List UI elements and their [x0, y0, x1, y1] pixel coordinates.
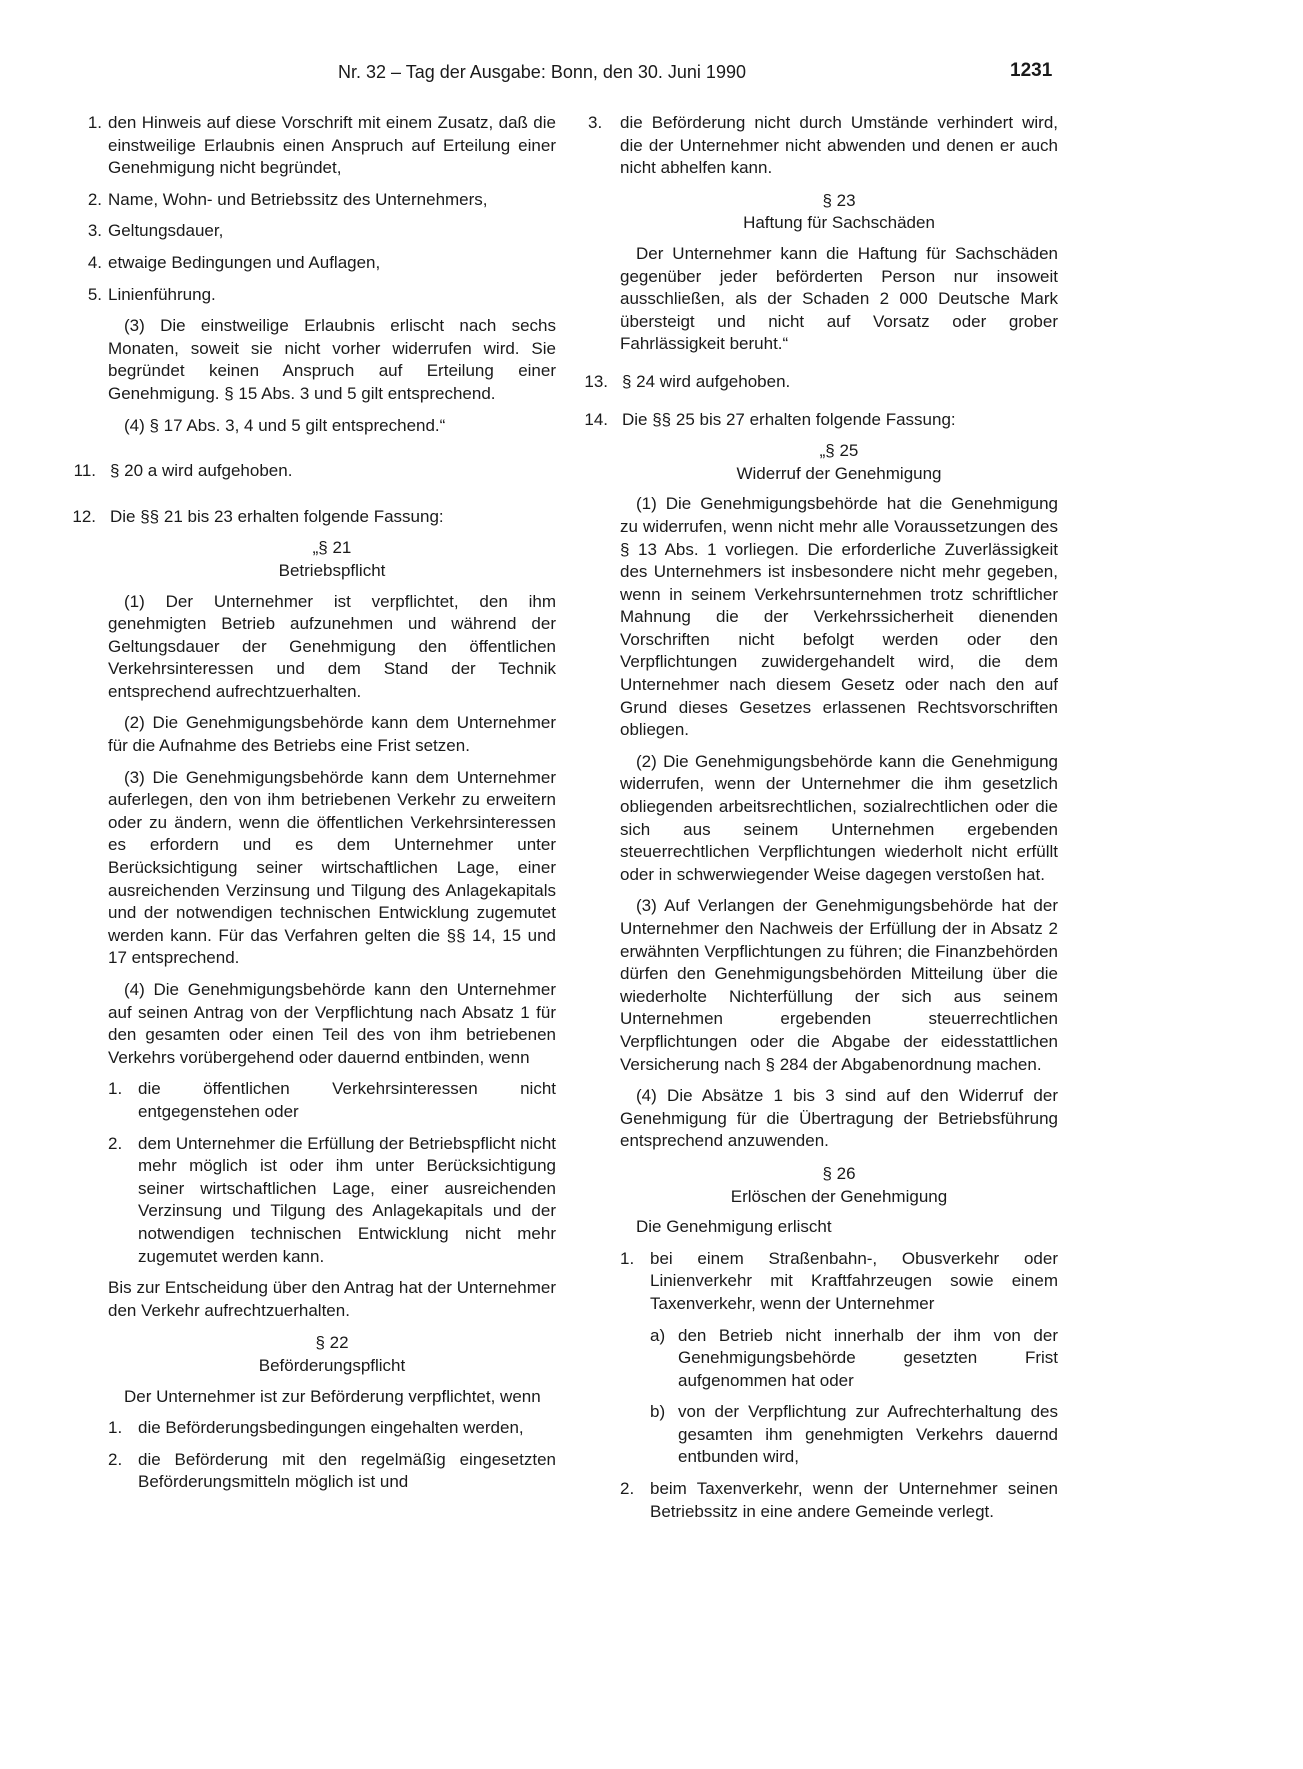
paragraph: Der Unternehmer kann die Haftung für Sachschäden gegenüber jeder beförderten Person nur insoweit ausschließen, als der Schaden 2 000 Deutsche Mark übersteigt und nicht auf Vorsatz oder grober Fahrlässigkeit beruht.“ [620, 243, 1058, 354]
item-text: die Beförderung mit den regelmäßig eingesetzten Beförderungsmitteln möglich ist und [138, 1449, 556, 1492]
section-title: Betriebspflicht [278, 560, 386, 580]
amendment-item [580, 409, 1058, 432]
nested-list [580, 112, 1058, 180]
paragraph: (1) Der Unternehmer ist verpflichtet, den ihm genehmigten Betrieb aufzunehmen und während der Geltungsdauer der Genehmigung den öffentlichen Verkehrsinteressen und dem Stand der Technik entsprechend aufrechtzuerhalten. [108, 591, 556, 701]
item-text: die Beförderung nicht durch Umstände verhindert wird, die der Unternehmer nicht abwenden und denen er auch nicht abhelfen kann. [620, 113, 1058, 178]
item-text: die öffentlichen Verkehrsinteressen nicht entgegenstehen oder [138, 1079, 556, 1121]
list-item [68, 112, 556, 180]
item-text: den Hinweis auf diese Vorschrift mit einem Zusatz, daß die einstweilige Erlaubnis einen Anspruch auf Erteilung einer Genehmigung nicht begründet, [108, 113, 556, 178]
item-number: 13. [584, 371, 608, 391]
page-number: 1231 [1010, 60, 1053, 81]
paragraph: (3) Auf Verlangen der Genehmigungsbehörde hat der Unternehmer den Nachweis der Erfüllung der in Absatz 2 erwähnten Verpflichtungen zu führen; die Finanzbehörden dürfen den Genehmigungsbehörden Mitteilung über die wiederholte Nichterfüllung der sich aus seinem Unternehmen ergebenden steuerrechtlichen Verpflichtungen oder die Abgabe der eidesstattlichen Versicherung nach § 284 der Abgabenordnung machen. [620, 896, 1058, 1074]
section-title: Widerruf der Genehmigung [736, 463, 942, 483]
item-number: 3. [588, 113, 603, 132]
item-number: a) [650, 1325, 666, 1345]
paragraph: (3) Die Genehmigungsbehörde kann dem Unternehmer auferlegen, den von ihm betriebenen Verkehr zu erweitern oder zu ändern, wenn die öffentlichen Verkehrsinteressen es erfordern und es dem Unternehmer unter Berücksichtigung seiner wirtschaftlichen Lage, einer ausreichenden Verzinsung und Tilgung des Anlagekapitals und der notwendigen technischen Entwicklung zugemutet werden kann. Für das Verfahren gelten die §§ 14, 15 und 17 entsprechend. [108, 767, 556, 968]
paragraph: (3) Die einstweilige Erlaubnis erlischt nach sechs Monaten, soweit sie nicht vorher widerrufen wird. Sie begründet keinen Anspruch auf Erteilung einer Genehmigung. § 15 Abs. 3 und 5 gilt entsprechend. [108, 316, 556, 403]
list-item [68, 220, 556, 243]
sub-item [650, 1325, 1058, 1393]
item-number: 14. [584, 409, 608, 429]
list-item [108, 1133, 556, 1269]
paragraph: (2) Die Genehmigungsbehörde kann die Genehmigung widerrufen, wenn der Unternehmer die ihm gesetzlich obliegenden arbeitsrechtlichen, sozialrechtlichen oder die sich aus seinem Unternehmen ergebenden steuerrechtlichen Verpflichtungen wiederholt nicht erfüllt oder in schwerwiegender Weise dagegen verstoßen hat. [620, 751, 1058, 884]
item-number: 4. [87, 252, 102, 272]
section-number: § 23 [822, 190, 856, 210]
item-number: 3. [87, 221, 102, 241]
paragraph: (4) § 17 Abs. 3, 4 und 5 gilt entsprechend.“ [124, 415, 446, 435]
left-column [68, 112, 556, 1503]
section-number: „§ 25 [819, 441, 859, 461]
nested-list [108, 1417, 556, 1494]
list-item [68, 189, 556, 212]
running-title: Nr. 32 – Tag der Ausgabe: Bonn, den 30. Juni 1990 [338, 62, 746, 82]
item-number: 1. [620, 1248, 635, 1268]
item-text: Die §§ 21 bis 23 erhalten folgende Fassung: [110, 506, 444, 526]
item-text: die Beförderungsbedingungen eingehalten werden, [138, 1418, 524, 1438]
item-number: b) [650, 1402, 666, 1422]
item-number: 2. [620, 1479, 635, 1499]
item-text: Geltungsdauer, [108, 221, 224, 241]
list-item [108, 1078, 556, 1123]
item-number: 12. [72, 506, 96, 526]
item-text: von der Verpflichtung zur Aufrechterhaltung des gesamten ihm genehmigten Verkehrs dauernd entbunden wird, [678, 1402, 1058, 1467]
item-text: Name, Wohn- und Betriebssitz des Unternehmers, [108, 189, 488, 209]
amendment-item [68, 506, 556, 529]
list-item [580, 112, 1058, 180]
section-title: Erlöschen der Genehmigung [730, 1186, 948, 1206]
item-text: § 20 a wird aufgehoben. [110, 461, 293, 481]
item-text: Die §§ 25 bis 27 erhalten folgende Fassung: [622, 409, 956, 429]
amendment-item [580, 371, 1058, 394]
list-item [108, 1417, 556, 1440]
item-number: 1. [87, 113, 102, 132]
item-number: 2. [87, 189, 102, 209]
item-number: 5. [87, 284, 102, 304]
amendment-item [68, 460, 556, 483]
paragraph: (1) Die Genehmigungsbehörde hat die Genehmigung zu widerrufen, wenn nicht mehr alle Voraussetzungen des § 13 Abs. 1 vorliegen. Die erforderliche Zuverlässigkeit des Unternehmers ist insbesondere nicht mehr gegeben, wenn in seinem Verkehrsunternehmen trotz schriftlicher Mahnung die der Verkehrssicherheit dienenden Vorschriften nicht befolgt werden oder den Verpflichtungen zuwidergehandelt wird, die dem Unternehmer nach diesem Gesetz oder nach den auf Grund dieses Gesetzes erlassenen Rechtsvorschriften obliegen. [620, 494, 1058, 740]
item-number: 11. [73, 461, 96, 481]
item-number: 2. [108, 1133, 123, 1153]
list-item [620, 1248, 1058, 1316]
paragraph: (2) Die Genehmigungsbehörde kann dem Unternehmer für die Aufnahme des Betriebs eine Frist setzen. [108, 713, 556, 756]
section-number: „§ 21 [312, 538, 352, 558]
list-item [68, 252, 556, 275]
item-text: den Betrieb nicht innerhalb der ihm von der Genehmigungsbehörde gesetzten Frist aufgenommen hat oder [678, 1325, 1058, 1390]
sub-item [650, 1401, 1058, 1469]
item-number: 1. [108, 1079, 123, 1099]
item-number: 2. [108, 1449, 123, 1469]
right-column [580, 112, 1058, 1532]
item-text: § 24 wird aufgehoben. [622, 371, 791, 391]
item-text: dem Unternehmer die Erfüllung der Betriebspflicht nicht mehr möglich ist oder ihm unter Berücksichtigung seiner wirtschaftlichen Lage, einer ausreichenden Verzinsung und Tilgung des Anlagekapitals und der notwendigen technischen Entwicklung nicht mehr zugemutet werden kann. [138, 1133, 556, 1266]
running-header [0, 60, 1303, 90]
item-text: bei einem Straßenbahn-, Obusverkehr oder Linienverkehr mit Kraftfahrzeugen sowie einem Taxenverkehr, wenn der Unternehmer [650, 1248, 1058, 1313]
list-item [108, 1449, 556, 1494]
paragraph: (4) Die Genehmigungsbehörde kann den Unternehmer auf seinen Antrag von der Verpflichtung nach Absatz 1 für den gesamten oder einen Teil des von ihm betriebenen Verkehrs vorübergehend oder dauernd entbinden, wenn [108, 980, 556, 1067]
section-number: § 26 [822, 1163, 856, 1183]
nested-list [620, 1248, 1058, 1524]
item-text: beim Taxenverkehr, wenn der Unternehmer seinen Betriebssitz in eine andere Gemeinde verlegt. [650, 1479, 1058, 1521]
list-item [620, 1478, 1058, 1523]
paragraph: Die Genehmigung erlischt [636, 1217, 832, 1237]
section-title: Beförderungspflicht [258, 1355, 406, 1375]
section-title: Haftung für Sachschäden [743, 213, 935, 233]
item-number: 1. [108, 1418, 123, 1438]
list-item [68, 284, 556, 307]
section-number: § 22 [315, 1333, 349, 1353]
nested-list [108, 1078, 556, 1268]
paragraph: Der Unternehmer ist zur Beförderung verpflichtet, wenn [124, 1386, 541, 1406]
paragraph: Bis zur Entscheidung über den Antrag hat der Unternehmer den Verkehr aufrechtzuerhalten. [108, 1278, 556, 1320]
item-text: Linienführung. [108, 284, 216, 304]
item-text: etwaige Bedingungen und Auflagen, [108, 252, 381, 272]
paragraph: (4) Die Absätze 1 bis 3 sind auf den Widerruf der Genehmigung für die Übertragung der Betriebsführung entsprechend anzuwenden. [620, 1086, 1058, 1151]
